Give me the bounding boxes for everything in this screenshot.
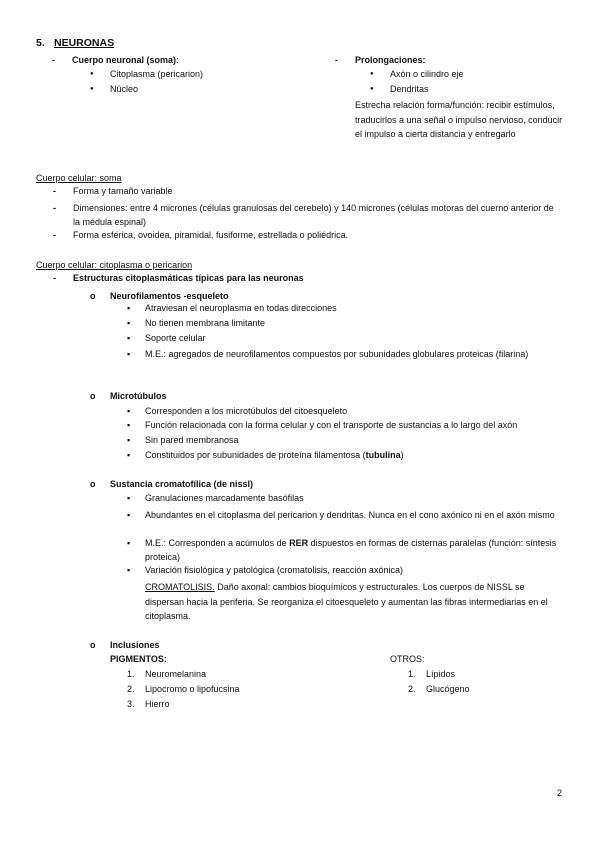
- microtubulos-item: ▪ Sin pared membranosa: [145, 435, 239, 446]
- right-col-title: - Prolongaciones:: [355, 55, 426, 66]
- neurofilamentos-title: o Neurofilamentos -esqueleto: [110, 291, 229, 302]
- soma-item: - Dimensiones: entre 4 micrones (células granulosas del cerebelo) y 140 micrones (células motoras del cuerno anterior de la médula espinal): [73, 201, 563, 229]
- nissl-item: ▪ M.E.: Corresponden a acúmulos de RER dispuestos en formas de cisternas paralelas (función: síntesis proteica): [145, 536, 563, 564]
- soma-item: - Forma y tamaño variable: [73, 186, 173, 197]
- section-title: NEURONAS: [54, 37, 115, 49]
- left-col-title: - Cuerpo neuronal (soma):: [72, 55, 179, 66]
- microtubulos-item: ▪ Constituidos por subunidades de proteína filamentosa (tubulina): [145, 450, 404, 461]
- cromatolisis-text: CROMATOLISIS. Daño axonal: cambios bioquímicos y estructurales. Los cuerpos de NISSL se dispersan hacia la periferia. Se reorganiza el citoesqueleto y aumentan las fibras intermediarias en el citoplasma.: [145, 582, 548, 621]
- cyto-heading: Cuerpo celular: citoplasma o pericarion: [36, 260, 193, 270]
- microtubulos-item: ▪ Corresponden a los microtúbulos del citoesqueleto: [145, 406, 347, 417]
- microtubulos-title: o Microtúbulos: [110, 391, 167, 402]
- pigmento-item: 2. Lipocromo o lipofucsina: [127, 684, 240, 694]
- otros-title: OTROS:: [390, 654, 425, 664]
- neurofilamentos-item: ▪ Atraviesan el neuroplasma en todas direcciones: [145, 303, 337, 314]
- nissl-item: ▪ Abundantes en el citoplasma del pericarion y dendritas. Nunca en el cono axónico ni en el axón mismo: [145, 508, 563, 522]
- soma-item: - Forma esférica, ovoidea, piramidal, fusiforme, estrellada o poliédrica.: [73, 230, 348, 241]
- soma-heading: Cuerpo celular: soma: [36, 173, 122, 183]
- otros-item: 2. Glucógeno: [408, 684, 470, 694]
- left-col-item: ● Citoplasma (pericarion): [110, 69, 203, 80]
- pigmentos-title: PIGMENTOS:: [110, 654, 167, 664]
- neurofilamentos-item: ▪ M.E.: agregados de neurofilamentos compuestos por subunidades globulares proteicas (filarina): [145, 347, 563, 361]
- page-number: 2: [557, 788, 563, 798]
- otros-item: 1. Lípidos: [408, 669, 456, 679]
- right-col-desc: Estrecha relación forma/función: recibir estímulos, traducirlos a una señal o impulso nervioso, conducir el impulso a cierta distancia y entregarlo: [355, 100, 563, 139]
- pigmento-item: 1. Neuromelanina: [127, 669, 207, 679]
- cyto-subheading: - Estructuras citoplasmáticas típicas para las neuronas: [73, 273, 304, 284]
- nissl-item: ▪ Variación fisiológica y patológica (cromatolisis, reacción axónica): [145, 565, 403, 576]
- neurofilamentos-item: ▪ No tienen membrana limitante: [145, 318, 265, 329]
- right-col-item: ● Axón o cilindro eje: [390, 69, 464, 80]
- left-col-item: ● Núcleo: [110, 84, 138, 95]
- neurofilamentos-item: ▪ Soporte celular: [145, 333, 206, 344]
- microtubulos-item: ▪ Función relacionada con la forma celular y con el transporte de sustancias a lo largo del axón: [145, 420, 517, 431]
- nissl-item: ▪ Granulaciones marcadamente basófilas: [145, 493, 304, 504]
- pigmento-item: 3. Hierro: [127, 699, 170, 709]
- nissl-title: o Sustancia cromatofílica (de nissl): [110, 479, 253, 490]
- section-number: 5.: [36, 37, 45, 49]
- inclusiones-title: o Inclusiones: [110, 640, 160, 651]
- right-col-item: ● Dendritas: [390, 84, 429, 95]
